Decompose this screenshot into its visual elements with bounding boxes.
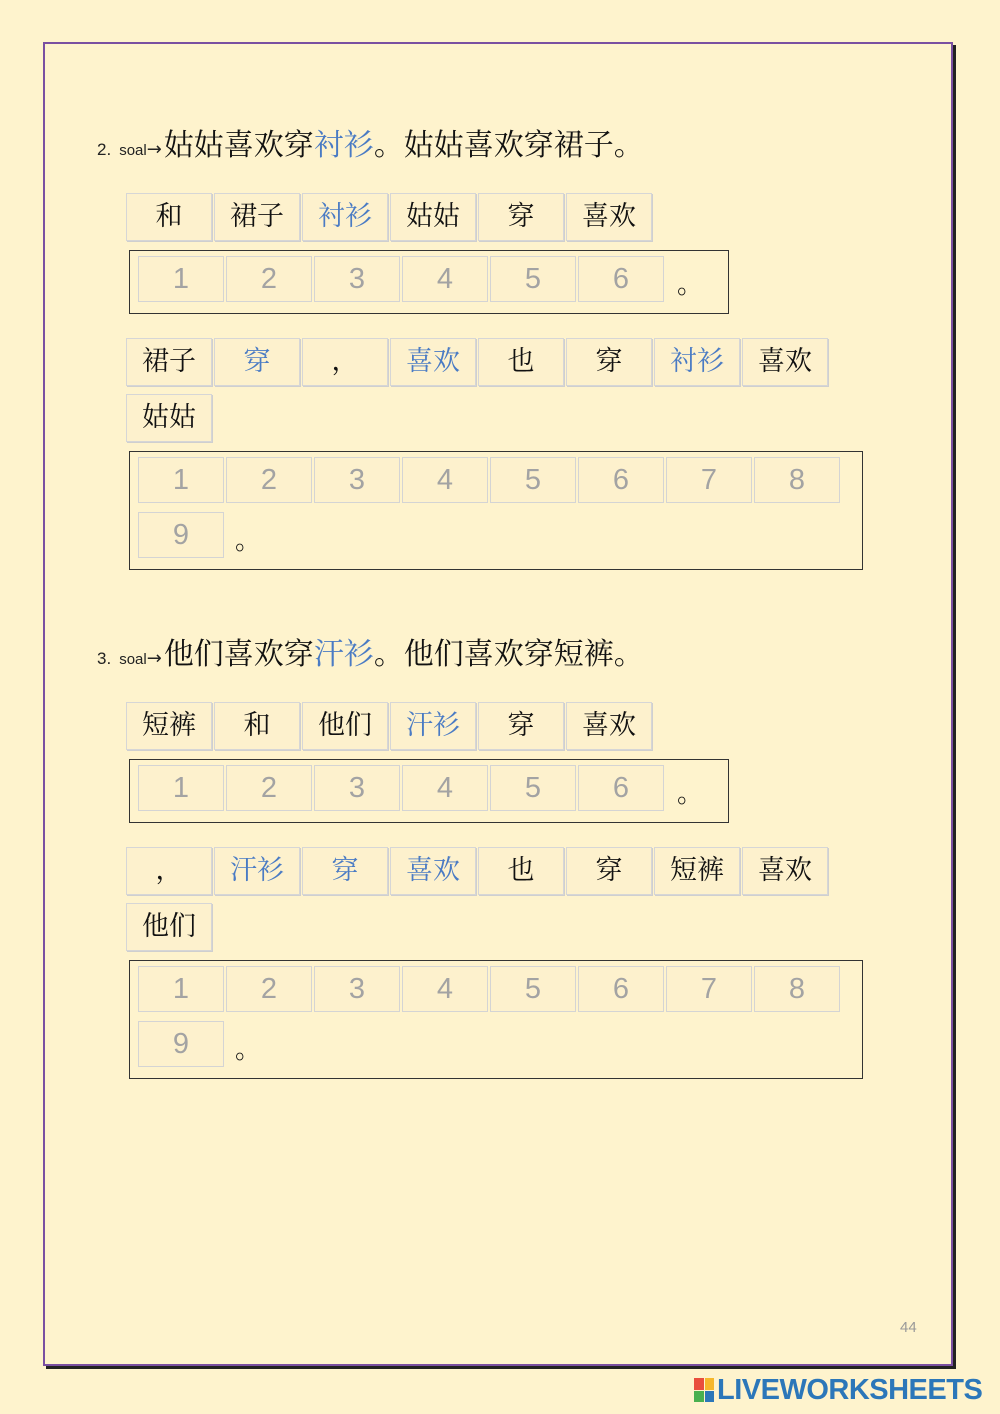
drop-slot[interactable]: 3 bbox=[314, 457, 400, 503]
question-number: 3. bbox=[97, 649, 112, 668]
word-tile[interactable]: 衬衫 bbox=[302, 193, 388, 241]
sentence-part: 。姑姑喜欢穿裙子。 bbox=[373, 128, 644, 163]
word-tile[interactable]: 汗衫 bbox=[390, 702, 476, 750]
drop-slot[interactable]: 2 bbox=[226, 966, 312, 1012]
liveworksheets-brand[interactable] bbox=[694, 1375, 982, 1405]
drop-slot[interactable]: 5 bbox=[490, 457, 576, 503]
drop-slot[interactable]: 4 bbox=[402, 966, 488, 1012]
drop-slot[interactable]: 1 bbox=[138, 457, 224, 503]
sentence-part: 汗衫 bbox=[313, 637, 374, 672]
page-number: 44 bbox=[900, 1319, 917, 1336]
logo-square bbox=[705, 1378, 715, 1390]
sentence-part: 姑姑喜欢穿 bbox=[163, 128, 314, 163]
drop-slot[interactable]: 2 bbox=[226, 765, 312, 811]
word-tile[interactable]: 穿 bbox=[566, 847, 652, 895]
word-tile[interactable]: ， bbox=[126, 847, 212, 895]
question-3-prompt bbox=[97, 637, 644, 678]
word-tile[interactable]: 喜欢 bbox=[390, 847, 476, 895]
word-tile[interactable]: 穿 bbox=[214, 338, 300, 386]
sentence-part: 衬衫 bbox=[313, 128, 374, 163]
word-tile[interactable]: 裙子 bbox=[126, 338, 212, 386]
logo-square bbox=[694, 1378, 704, 1390]
drop-slot[interactable]: 6 bbox=[578, 765, 664, 811]
word-tile[interactable]: 短裤 bbox=[654, 847, 740, 895]
arrow-icon: → bbox=[146, 648, 162, 669]
drop-slot[interactable]: 5 bbox=[490, 765, 576, 811]
drop-slot[interactable]: 7 bbox=[666, 457, 752, 503]
drop-slot[interactable]: 2 bbox=[226, 256, 312, 302]
word-tile[interactable]: 衬衫 bbox=[654, 338, 740, 386]
arrow-icon: → bbox=[146, 139, 162, 160]
word-tile[interactable]: ， bbox=[302, 338, 388, 386]
drop-slot[interactable]: 6 bbox=[578, 256, 664, 302]
sentence-period: 。 bbox=[677, 270, 704, 300]
question-number: 2. bbox=[97, 140, 112, 159]
question-2-prompt bbox=[97, 128, 644, 169]
drop-slot[interactable]: 4 bbox=[402, 256, 488, 302]
drop-slot[interactable]: 7 bbox=[666, 966, 752, 1012]
word-tile[interactable]: 喜欢 bbox=[566, 702, 652, 750]
word-tile[interactable]: 喜欢 bbox=[742, 847, 828, 895]
drop-slot[interactable]: 8 bbox=[754, 457, 840, 503]
word-tile[interactable]: 姑姑 bbox=[126, 394, 212, 442]
word-tile[interactable]: 喜欢 bbox=[566, 193, 652, 241]
drop-slot[interactable]: 4 bbox=[402, 765, 488, 811]
sentence-part: 。他们喜欢穿短裤。 bbox=[373, 637, 644, 672]
drop-slot[interactable]: 2 bbox=[226, 457, 312, 503]
word-tile[interactable]: 姑姑 bbox=[390, 193, 476, 241]
word-tile[interactable]: 穿 bbox=[478, 193, 564, 241]
sentence-period: 。 bbox=[677, 779, 704, 809]
drop-slot[interactable]: 6 bbox=[578, 966, 664, 1012]
drop-slot[interactable]: 3 bbox=[314, 765, 400, 811]
drop-slot[interactable]: 9 bbox=[138, 512, 224, 558]
word-tile[interactable]: 裙子 bbox=[214, 193, 300, 241]
word-tile[interactable]: 喜欢 bbox=[742, 338, 828, 386]
drop-slot[interactable]: 1 bbox=[138, 765, 224, 811]
logo-square bbox=[694, 1391, 704, 1403]
word-tile[interactable]: 汗衫 bbox=[214, 847, 300, 895]
sentence-period: 。 bbox=[235, 1035, 262, 1065]
word-tile[interactable]: 穿 bbox=[302, 847, 388, 895]
word-tile[interactable]: 穿 bbox=[566, 338, 652, 386]
drop-slot[interactable]: 1 bbox=[138, 966, 224, 1012]
drop-slot[interactable]: 3 bbox=[314, 966, 400, 1012]
soal-label: soal bbox=[119, 142, 147, 159]
drop-slot[interactable]: 5 bbox=[490, 256, 576, 302]
word-tile[interactable]: 喜欢 bbox=[390, 338, 476, 386]
drop-slot[interactable]: 9 bbox=[138, 1021, 224, 1067]
word-tile[interactable]: 和 bbox=[214, 702, 300, 750]
word-tile[interactable]: 短裤 bbox=[126, 702, 212, 750]
drop-slot[interactable]: 6 bbox=[578, 457, 664, 503]
drop-slot[interactable]: 8 bbox=[754, 966, 840, 1012]
word-tile[interactable]: 他们 bbox=[302, 702, 388, 750]
word-tile[interactable]: 他们 bbox=[126, 903, 212, 951]
word-tile[interactable]: 也 bbox=[478, 847, 564, 895]
drop-slot[interactable]: 5 bbox=[490, 966, 576, 1012]
brand-name: LIVEWORKSHEETS bbox=[717, 1373, 983, 1406]
word-tile[interactable]: 和 bbox=[126, 193, 212, 241]
logo-square bbox=[705, 1391, 715, 1403]
word-tile[interactable]: 穿 bbox=[478, 702, 564, 750]
sentence-part: 他们喜欢穿 bbox=[163, 637, 314, 672]
sentence-period: 。 bbox=[235, 526, 262, 556]
drop-slot[interactable]: 1 bbox=[138, 256, 224, 302]
word-tile[interactable]: 也 bbox=[478, 338, 564, 386]
drop-slot[interactable]: 4 bbox=[402, 457, 488, 503]
soal-label: soal bbox=[119, 651, 147, 668]
liveworksheets-logo-icon bbox=[694, 1378, 714, 1402]
drop-slot[interactable]: 3 bbox=[314, 256, 400, 302]
